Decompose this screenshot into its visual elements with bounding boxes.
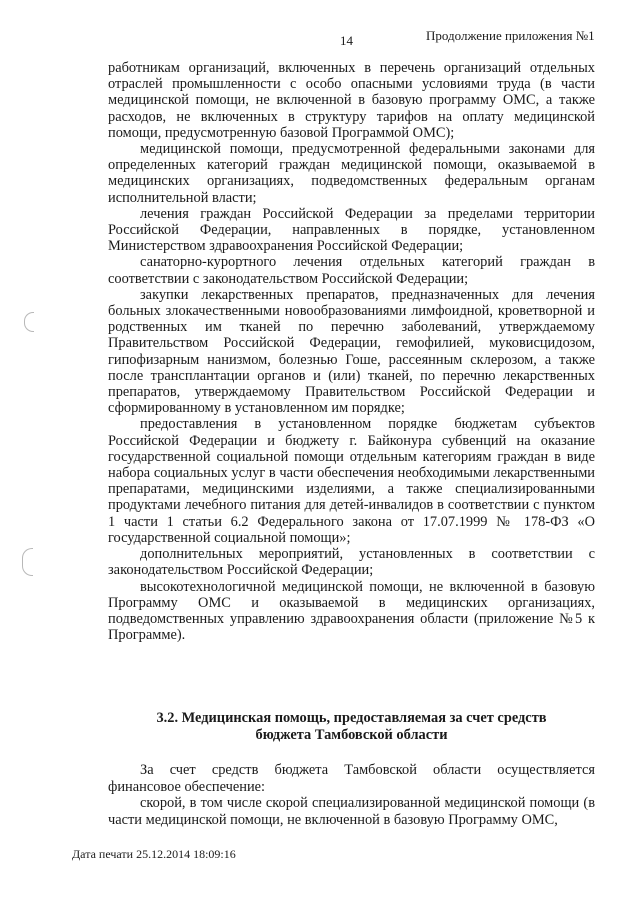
section-title-line: 3.2. Медицинская помощь, предоставляемая за счет средств	[156, 710, 547, 726]
paragraph: высокотехнологичной медицинской помощи, не включенной в базовую Программу ОМС и оказываемой в медицинских организациях, подведомственных управлению здравоохранения области (приложение №5 к Программе).	[108, 578, 595, 644]
page-number: 14	[340, 33, 353, 48]
section-heading	[108, 710, 595, 744]
print-date: Дата печати 25.12.2014 18:09:16	[72, 847, 236, 861]
scan-hole-mark	[22, 548, 33, 576]
body-text	[108, 60, 595, 643]
paragraph: предоставления в установленном порядке бюджетам субъектов Российской Федерации и бюджету г. Байконура субвенций на оказание государственной социальной помощи отдельным категориям граждан в виде набора социальных услуг в части обеспечения необходимыми лекарственными препаратами, медицинскими изделиями, а также специализированными продуктами лечебного питания для детей-инвалидов в соответствии с пунктом 1 части 1 статьи 6.2 Федерального закона от 17.07.1999 № 178-ФЗ «О государственной социальной помощи»;	[108, 416, 595, 546]
paragraph: За счет средств бюджета Тамбовской области осуществляется финансовое обеспечение:	[108, 762, 595, 795]
scan-hole-mark	[24, 312, 34, 332]
paragraph: дополнительных мероприятий, установленных в соответствии с законодательством Российской Федерации;	[108, 546, 595, 579]
paragraph: санаторно-курортного лечения отдельных категорий граждан в соответствии с законодательством Российской Федерации;	[108, 254, 595, 287]
paragraph: медицинской помощи, предусмотренной федеральными законами для определенных категорий граждан медицинской помощи, оказываемой в медицинских организациях, подведомственных федеральным органам исполнительной власти;	[108, 141, 595, 206]
section-title-line: бюджета Тамбовской области	[255, 727, 448, 743]
paragraph: работникам организаций, включенных в перечень организаций отдельных отраслей промышленности с особо опасными условиями труда (в части медицинской помощи, не включенной в базовую программу ОМС, а также расходов, не включенных в структуру тарифов на оплату медицинской помощи, предусмотренную базовой Программой ОМС);	[108, 60, 595, 141]
appendix-continuation: Продолжение приложения №1	[426, 28, 595, 43]
paragraph: лечения граждан Российской Федерации за пределами территории Российской Федерации, направленных в порядке, установленном Министерством здравоохранения Российской Федерации;	[108, 205, 595, 255]
paragraph: закупки лекарственных препаратов, предназначенных для лечения больных злокачественными новообразованиями лимфоидной, кроветворной и родственных им тканей по перечню заболеваний, утверждаемому Правительством Российской Федерации, гемофилией, муковисцидозом, гипофизарным нанизмом, болезнью Гоше, рассеянным склерозом, а также после трансплантации органов и (или) тканей, по перечню лекарственных препаратов, утверждаемому Правительством Российской Федерации и сформированному в установленном им порядке;	[108, 286, 595, 417]
paragraph: скорой, в том числе скорой специализированной медицинской помощи (в части медицинской помощи, не включенной в базовую Программу ОМС,	[108, 795, 595, 828]
section-body-text	[108, 762, 595, 828]
